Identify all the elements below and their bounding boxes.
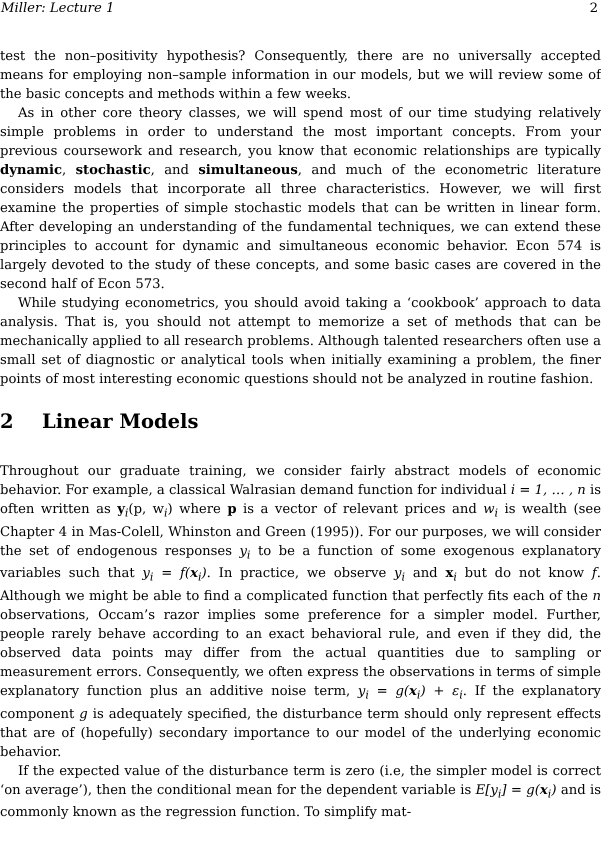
page-body <box>0 47 601 822</box>
math-demand-args: (p, w <box>128 502 164 517</box>
math-symbol: ) <box>167 502 173 517</box>
math-x-vector: x <box>445 566 454 582</box>
text-run: is adequately specified, the disturbance term should only represent effects that are of (hopefully) secondary importance to our model of the underlying economic behavior. <box>0 706 601 760</box>
term-stochastic: stochastic <box>75 163 151 178</box>
math-symbol: y <box>357 683 366 699</box>
math-symbol: x <box>190 566 198 582</box>
math-subscript: i <box>547 787 552 801</box>
math-w: w <box>483 502 495 517</box>
math-y: y <box>239 543 247 559</box>
intro-paragraph-3: While studying econometrics, you should avoid taking a ‘cookbook’ approach to data analysis. That is, you should not attempt to memorize a set of methods that can be mechanically applied to all research problems. Although talented researchers often use a small set of diagnostic or analytical tools when initially examining a problem, the finer points of most interesting economic questions should not be analyzed in routine fashion. <box>0 296 601 387</box>
math-subscript: i <box>497 787 502 801</box>
math-y: y <box>394 566 402 582</box>
math-p-vector: p <box>227 502 237 517</box>
text-run: Throughout our graduate training, we consider fairly abstract models of economic behavior. For example, a classical Walrasian demand function for individual <box>0 464 601 498</box>
text-run: but do not know <box>456 566 592 582</box>
math-subscript: i <box>124 506 129 520</box>
math-expectation: $E[y_i] = g(x_i)$ <box>475 782 557 801</box>
math-subscript: i <box>163 506 168 520</box>
text-run: is wealth (see Chapter 4 in Mas-Colell, Whinston and Green (1995)). For our purposes, we will consider the set of endogenous responses <box>0 502 601 559</box>
models-paragraph-2 <box>0 762 601 823</box>
math-symbol: x <box>409 683 417 699</box>
math-y-eq-fx: $y_i = f(x_i)$ <box>142 566 207 584</box>
text-run: where <box>172 502 228 517</box>
math-subscript: i <box>401 570 406 584</box>
text-run: is a vector of relevant prices and <box>236 502 484 517</box>
text-run: observations, Occam’s razor implies some preference for a simpler model. Further, people rarely behave according to an exact behavioral rule, and even if they did, the observed data points may differ from the actual quantities due to sampling or measurement errors. Consequently, we often express the observations in terms of simple explanatory function plus an additive noise term, <box>0 607 601 699</box>
text-run: , and much of the econometric literature considers models that incorporate all three characteristics. However, we will first examine the properties of simple stochastic models that can be written in linear form. After developing an understanding of the fundamental techniques, we can extend these principles to account for dynamic and simultaneous economic behavior. Econ 574 is largely devoted to the study of these concepts, and some basic cases are covered in the second half of Econ 573. <box>0 163 601 292</box>
text-run: If the expected value of the disturbance term is zero (i.e, the simpler model is correct ‘on average’), then the conditional mean for the dependent variable is <box>0 763 601 798</box>
term-simultaneous: simultaneous <box>198 163 298 178</box>
text-run: . Although we might be able to find a complicated function that perfectly fits each of the <box>0 566 601 604</box>
text-run: As in other core theory classes, we will spend most of our time studying relatively simple problems in order to understand the most important concepts. From your previous coursework and research, you know that economic relationships are typically <box>0 106 601 159</box>
text-run: . If the explanatory component <box>0 683 601 722</box>
math-subscript: i <box>494 506 499 520</box>
math-symbol: ] = g( <box>501 782 540 798</box>
text-run: , <box>62 163 76 178</box>
math-y-eq-g-plus-eps: $y_i = g(x_i) + \varepsilon_i$ <box>357 683 463 702</box>
running-title: Miller: Lecture 1 <box>1 1 115 16</box>
math-i-range: i = 1, … , n <box>510 483 586 498</box>
text-run: and <box>405 566 446 582</box>
text-run: is often written as <box>0 483 601 517</box>
math-subscript: i <box>453 570 457 584</box>
math-symbol: y <box>142 566 150 582</box>
section-title: Linear Models <box>42 410 199 433</box>
text-run: to be a function of some exogenous explanatory variables such that <box>0 543 601 582</box>
math-subscript: i <box>365 688 369 702</box>
running-header <box>0 0 601 18</box>
math-subscript: i <box>149 570 154 584</box>
text-run: , and <box>150 163 199 178</box>
math-g: g <box>79 706 88 722</box>
math-f: f <box>591 566 597 582</box>
term-dynamic: dynamic <box>0 163 63 178</box>
page-number: 2 <box>589 1 598 16</box>
text-run: and is commonly known as the regression function. To simplify mat- <box>0 782 601 821</box>
models-paragraph-1 <box>0 462 601 762</box>
math-subscript: i <box>416 688 421 702</box>
math-symbol: y <box>117 502 125 517</box>
section-number: 2 <box>0 410 14 433</box>
math-n: n <box>592 588 601 604</box>
math-subscript: i <box>246 548 251 562</box>
section-heading <box>0 409 601 462</box>
math-symbol: x <box>539 782 548 798</box>
intro-paragraph-2 <box>0 104 601 294</box>
math-symbol: E[y <box>475 782 498 798</box>
math-subscript: i <box>197 570 202 584</box>
intro-paragraph-1: test the non–positivity hypothesis? Consequently, there are no universally accepted means for employing non–sample information in our models, but we will review some of the basic concepts and methods within a few weeks. <box>0 49 601 102</box>
math-subscript: i <box>459 688 463 702</box>
text-run: . In practice, we observe <box>206 566 395 582</box>
math-demand <box>117 502 125 517</box>
